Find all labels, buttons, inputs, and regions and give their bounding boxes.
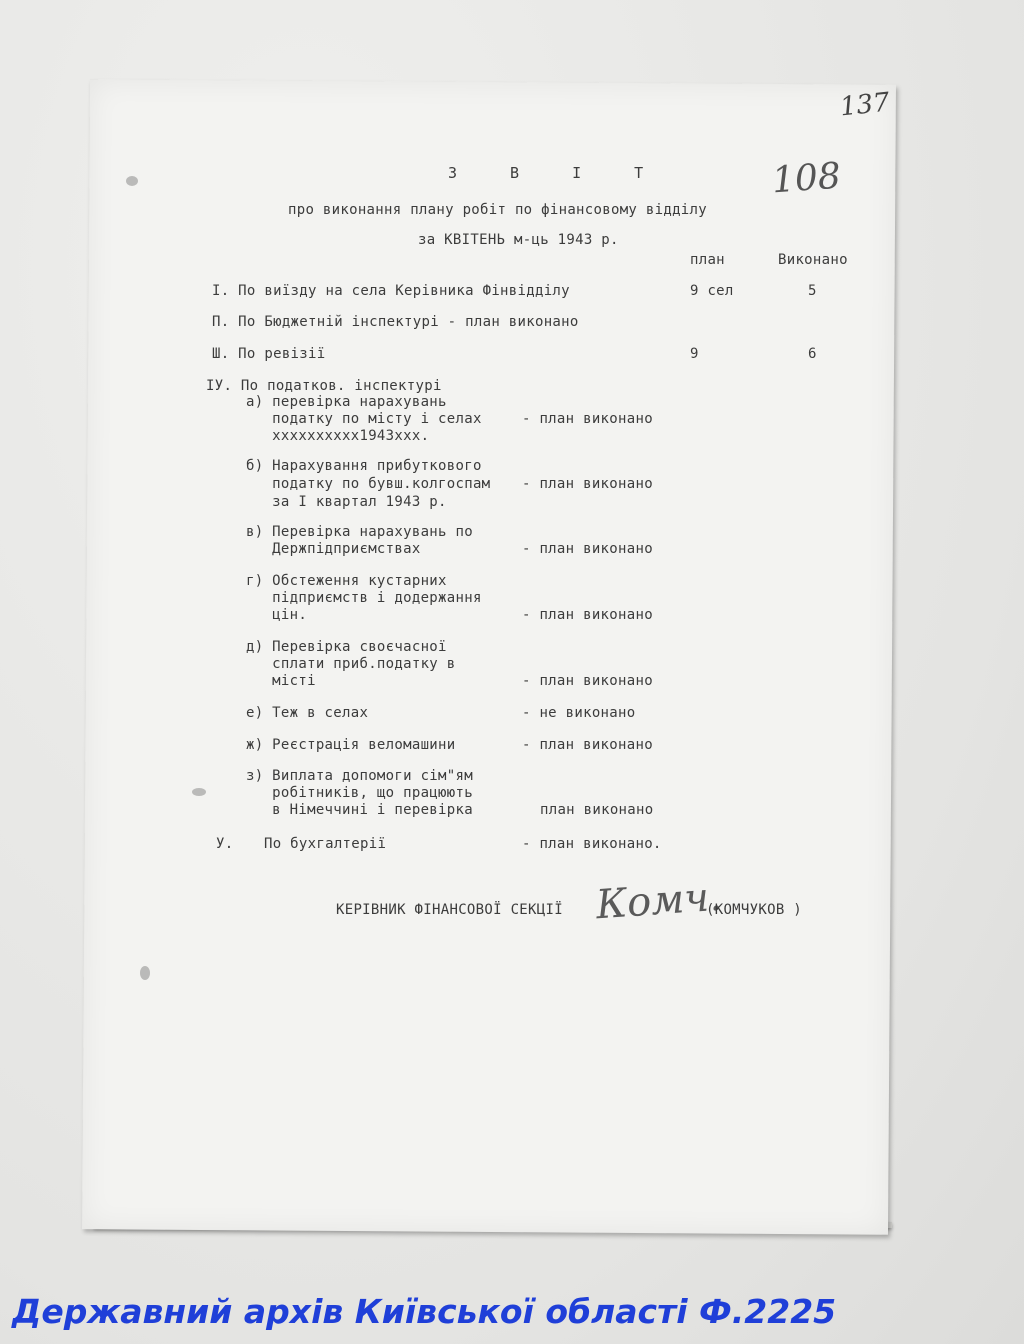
document-sheet xyxy=(82,79,896,1235)
subitem-d-status: - план виконано xyxy=(522,607,653,623)
column-header-plan: план xyxy=(690,252,725,268)
subitem-e-line-2: сплати приб.податку в xyxy=(246,656,456,672)
item-5-text: По бухгалтерії xyxy=(264,836,387,852)
subitem-d-line-2: підприємств і додержання xyxy=(246,590,482,606)
archive-caption: Державний архів Київської області Ф.2225 xyxy=(12,1292,837,1331)
subitem-c-line-1: в) Перевірка нарахувань по xyxy=(246,524,473,540)
item-3-text: Ш. По ревізії xyxy=(212,346,326,362)
subitem-b-line-2: податку по бувш.колгоспам xyxy=(246,476,491,492)
archive-page-number: 137 xyxy=(838,87,892,123)
item-3-done: 6 xyxy=(808,346,817,362)
subitem-a-status: - план виконано xyxy=(522,411,653,427)
punch-mark xyxy=(126,176,138,186)
subitem-c-line-2: Держпідприємствах xyxy=(246,541,421,557)
subitem-h-line-3: в Німеччині і перевірка xyxy=(246,802,473,818)
subitem-f-status: - не виконано xyxy=(522,705,636,721)
document-subtitle: про виконання плану робіт по фінансовому відділу xyxy=(288,202,707,218)
subitem-h-line-1: з) Виплата допомоги сім"ям xyxy=(246,768,473,784)
subitem-a-line-2: податку по місту і селах xyxy=(246,411,482,427)
column-header-done: Виконано xyxy=(778,252,848,268)
item-1-plan: 9 сел xyxy=(690,283,734,299)
document-period: за КВІТЕНЬ м-ць 1943 р. xyxy=(418,232,619,248)
item-1-text: І. По виїзду на села Керівника Фінвідділу xyxy=(212,283,570,299)
subitem-g-line-1: ж) Реєстрація веломашини xyxy=(246,737,456,753)
subitem-b-line-1: б) Нарахування прибуткового xyxy=(246,458,482,474)
subitem-e-line-1: д) Перевірка своєчасної xyxy=(246,639,447,655)
item-2-text: П. По Бюджетній інспектурі - план виконано xyxy=(212,314,579,330)
handwritten-number: 108 xyxy=(770,155,843,202)
subitem-d-line-1: г) Обстеження кустарних xyxy=(246,573,447,589)
document-title: З В І Т xyxy=(448,164,666,182)
subitem-e-status: - план виконано xyxy=(522,673,653,689)
subitem-g-status: - план виконано xyxy=(522,737,653,753)
item-4-text: ІУ. По податков. інспектурі xyxy=(206,378,442,394)
subitem-b-line-3: за І квартал 1943 р. xyxy=(246,494,447,510)
subitem-h-line-2: робітників, що працюють xyxy=(246,785,473,801)
signature-role: КЕРІВНИК ФІНАНСОВОЇ СЕКЦІЇ xyxy=(336,902,563,918)
subitem-b-status: - план виконано xyxy=(522,476,653,492)
subitem-e-line-3: місті xyxy=(246,673,316,689)
subitem-f-line-1: е) Теж в селах xyxy=(246,705,369,721)
punch-mark xyxy=(192,788,206,796)
item-3-plan: 9 xyxy=(690,346,699,362)
item-5-number: У. xyxy=(216,836,234,852)
punch-mark xyxy=(140,966,150,980)
signature-name: (КОМЧУКОВ ) xyxy=(706,902,803,918)
subitem-c-status: - план виконано xyxy=(522,541,653,557)
signature-handwritten: Комч. xyxy=(594,873,724,929)
item-5-status: - план виконано. xyxy=(522,836,662,852)
subitem-h-status: план виконано xyxy=(540,802,654,818)
item-1-done: 5 xyxy=(808,283,817,299)
subitem-d-line-3: цін. xyxy=(246,607,308,623)
subitem-a-line-1: а) перевірка нарахувань xyxy=(246,394,447,410)
subitem-a-line-3: хххххххххх1943ххх. xyxy=(246,428,430,444)
